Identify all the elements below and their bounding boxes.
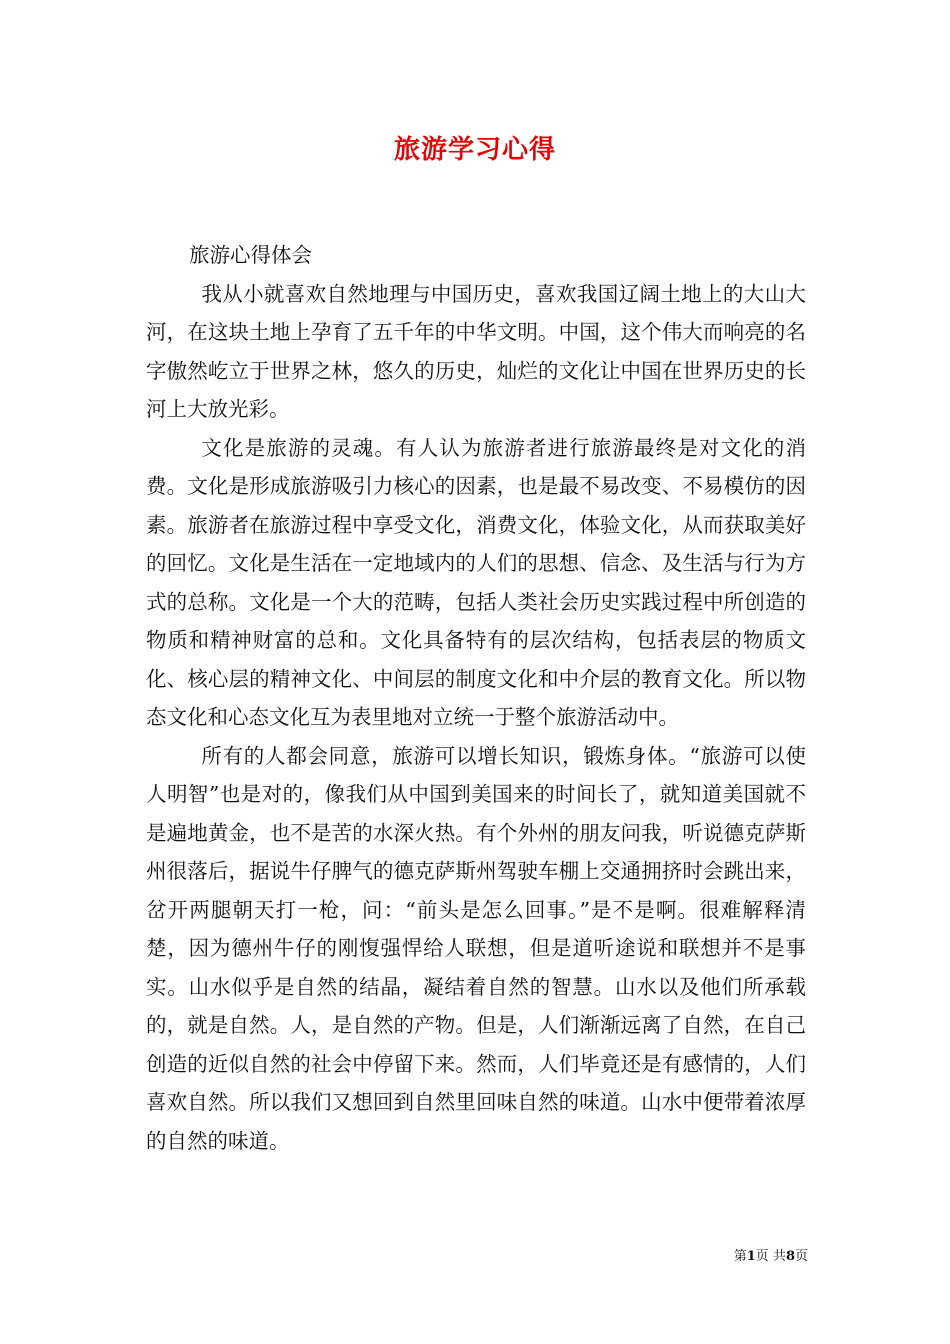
- subheading: 旅游心得体会: [189, 243, 312, 267]
- footer-suffix: 页: [794, 1249, 808, 1264]
- document-body: [146, 236, 806, 1160]
- paragraph-3: 所有的人都会同意，旅游可以增长知识，锻炼身体。“旅游可以使人明智”也是对的，像我们从中国到美国来的时间长了，就知道美国就不是遍地黄金，也不是苦的水深火热。有个外州的朋友问我，听说德克萨斯州很落后，据说牛仔脾气的德克萨斯州驾驶车棚上交通拥挤时会跳出来，岔开两腿朝天打一枪，问：“前头是怎么回事。”是不是啊。很难解释清楚，因为德州牛仔的刚愎强悍给人联想，但是道听途说和联想并不是事实。山水似乎是自然的结晶，凝结着自然的智慧。山水以及他们所承载的，就是自然。人，是自然的产物。但是，人们渐渐远离了自然，在自己创造的近似自然的社会中停留下来。然而，人们毕竟还是有感情的，人们喜欢自然。所以我们又想回到自然里回味自然的味道。山水中便带着浓厚的自然的味道。: [146, 743, 806, 1153]
- page-number-footer: [734, 1248, 808, 1266]
- total-page-count: 8: [785, 1249, 795, 1264]
- footer-prefix: 第: [733, 1249, 747, 1264]
- current-page-number: 1: [746, 1249, 756, 1264]
- paragraph-2: 文化是旅游的灵魂。有人认为旅游者进行旅游最终是对文化的消费。文化是形成旅游吸引力核心的因素，也是最不易改变、不易模仿的因素。旅游者在旅游过程中享受文化，消费文化，体验文化，从而获取美好的回忆。文化是生活在一定地域内的人们的思想、信念、及生活与行为方式的总称。文化是一个大的范畴，包括人类社会历史实践过程中所创造的物质和精神财富的总和。文化具备特有的层次结构，包括表层的物质文化、核心层的精神文化、中间层的制度文化和中介层的教育文化。所以物态文化和心态文化互为表里地对立统一于整个旅游活动中。: [146, 435, 806, 729]
- document-title: 旅游学习心得: [393, 135, 556, 165]
- footer-middle: 页 共: [755, 1249, 786, 1264]
- paragraph-1: 我从小就喜欢自然地理与中国历史，喜欢我国辽阔土地上的大山大河，在这块土地上孕育了五千年的中华文明。中国，这个伟大而响亮的名字傲然屹立于世界之林，悠久的历史，灿烂的文化让中国在世界历史的长河上大放光彩。: [146, 281, 806, 421]
